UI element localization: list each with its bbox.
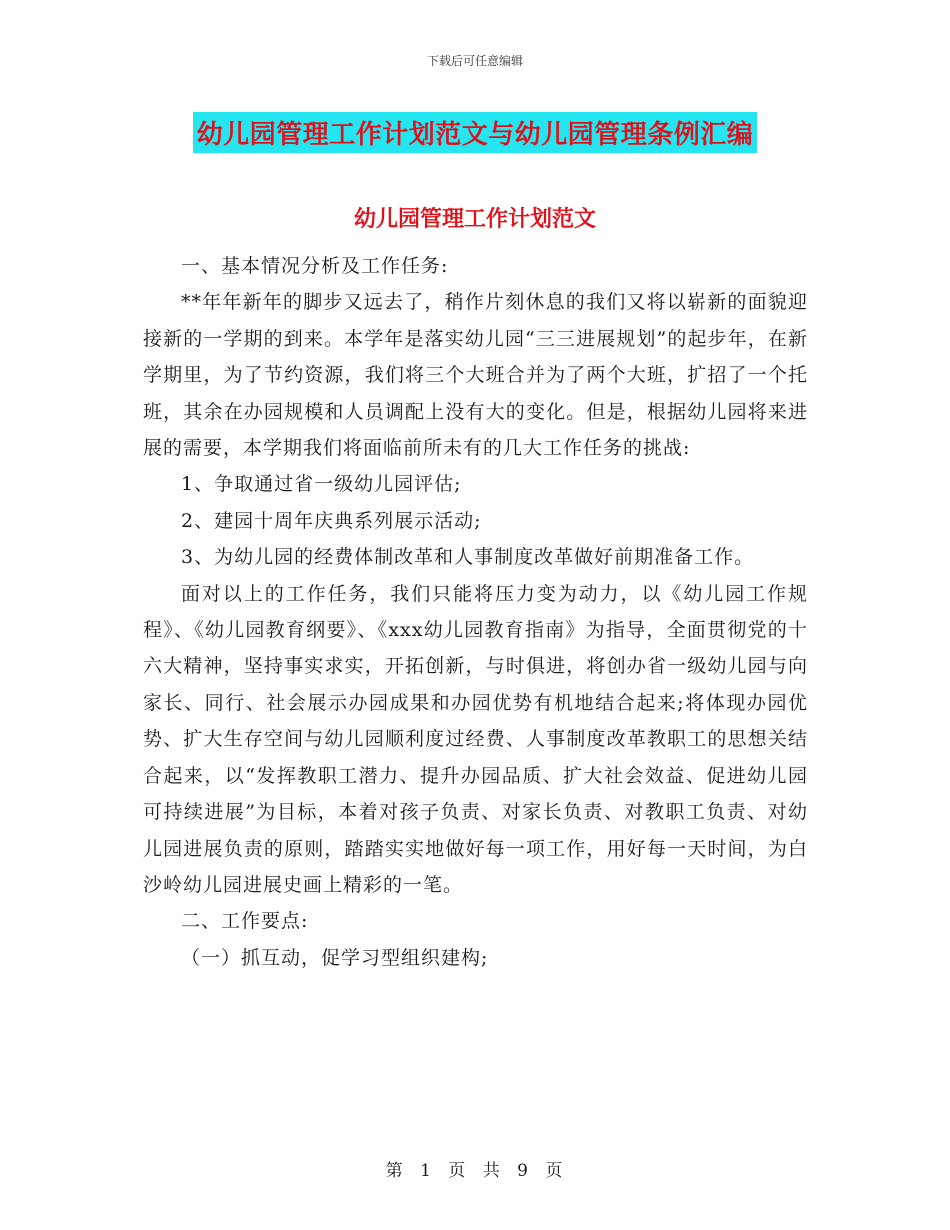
footer-page-number: 1 xyxy=(420,1161,433,1181)
footer-mid: 页 xyxy=(448,1161,468,1181)
task-item-3: 3、为幼儿园的经费体制改革和人事制度改革做好前期准备工作。 xyxy=(181,546,755,569)
paragraph-approach: 面对以上的工作任务，我们只能将压力变为动力，以《幼儿园工作规程》、《幼儿园教育纲要》、《xxx幼儿园教育指南》为指导，全面贯彻党的十六大精神，坚持事实求实，开拓创新，与时俱进，将创办省一级幼儿园与向家长、同行、社会展示办园成果和办园优势有机地结合起来;将体现办园优势、扩大生存空间与幼儿园顺利度过经费、人事制度改革教职工的思想关结合起来，以“发挥教职工潜力、提升办园品质、扩大社会效益、促进幼儿园可持续进展”为目标，本着对孩子负责、对家长负责、对教职工负责、对幼儿园进展负责的原则，踏踏实实地做好每一项工作，用好每一天时间，为白沙岭幼儿园进展史画上精彩的一笔。 xyxy=(143,582,808,896)
doc-title: 幼儿园管理工作计划范文与幼儿园管理条例汇编 xyxy=(193,112,758,153)
task-item-1: 1、争取通过省一级幼儿园评估; xyxy=(181,473,462,496)
heading-work-points: 二、工作要点: xyxy=(181,910,309,933)
doc-title-container xyxy=(0,112,950,153)
header-note: 下载后可任意编辑 xyxy=(426,54,523,68)
document-body xyxy=(143,248,808,976)
page-footer xyxy=(0,1156,950,1181)
footer-prefix: 第 xyxy=(385,1161,405,1181)
footer-suffix: 页 xyxy=(545,1161,565,1181)
work-point-1: （一）抓互动，促学习型组织建构; xyxy=(181,946,489,969)
footer-total-pages: 9 xyxy=(517,1161,530,1181)
heading-basic-situation: 一、基本情况分析及工作任务: xyxy=(181,255,449,277)
paragraph-intro: **年年新年的脚步又远去了，稍作片刻休息的我们又将以崭新的面貌迎接新的一学期的到来。本学年是落实幼儿园“三三进展规划”的起步年，在新学期里，为了节约资源，我们将三个大班合并为了两个大班，扩招了一个托班，其余在办园规模和人员调配上没有大的变化。但是，根据幼儿园将来进展的需要，本学期我们将面临前所未有的几大工作任务的挑战: xyxy=(143,291,808,460)
task-item-2: 2、建园十周年庆典系列展示活动; xyxy=(181,509,482,532)
section-title: 幼儿园管理工作计划范文 xyxy=(353,206,596,232)
footer-total-prefix: 共 xyxy=(482,1161,502,1181)
